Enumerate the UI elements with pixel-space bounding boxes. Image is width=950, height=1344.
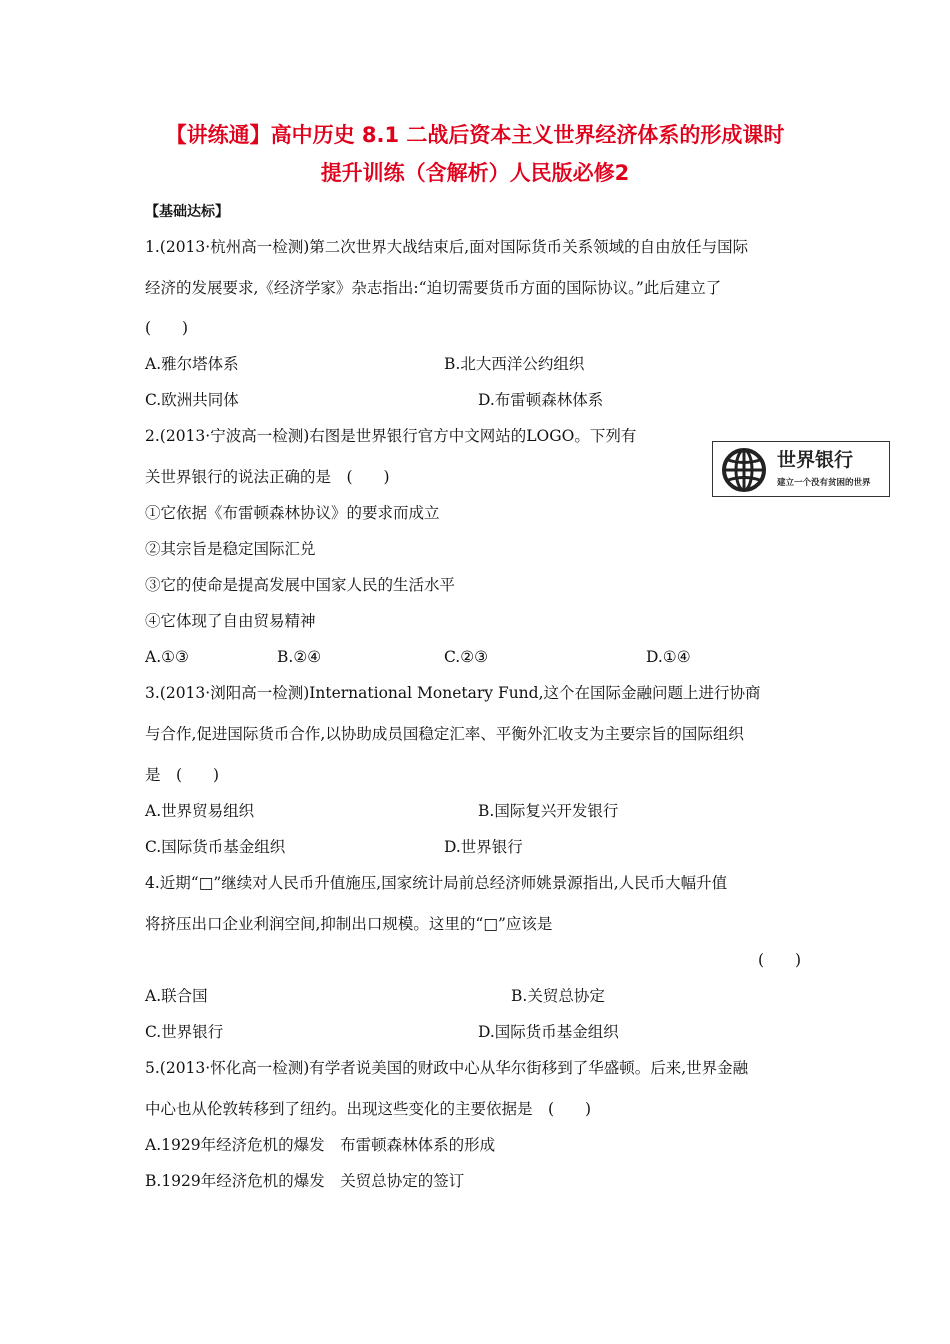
question-2-option-c: C.②③ [444, 648, 489, 666]
question-1-line-2: 经济的发展要求,《经济学家》杂志指出:“迫切需要货币方面的国际协议。”此后建立了 [145, 279, 722, 297]
globe-icon [719, 446, 769, 494]
question-1-option-a: A.雅尔塔体系 [145, 355, 239, 373]
question-2-statement-4: ④它体现了自由贸易精神 [145, 612, 316, 630]
question-5-option-b: B.1929年经济危机的爆发 关贸总协定的签订 [145, 1172, 465, 1190]
question-4-line-2: 将挤压出口企业利润空间,抑制出口规模。这里的“□”应该是 [145, 915, 553, 933]
question-4-option-b: B.关贸总协定 [511, 987, 605, 1005]
question-2-statement-1: ①它依据《布雷顿森林协议》的要求而成立 [145, 504, 440, 522]
question-1-line-1: 1.(2013·杭州高一检测)第二次世界大战结束后,面对国际货币关系领域的自由放任与国际 [145, 238, 749, 256]
question-4-line-1: 4.近期“□”继续对人民币升值施压,国家统计局前总经济师姚景源指出,人民币大幅升值 [145, 874, 728, 892]
question-2-line-2: 关世界银行的说法正确的是 ( ) [145, 468, 390, 486]
question-2-statement-3: ③它的使命是提高发展中国家人民的生活水平 [145, 576, 456, 594]
question-1-option-c: C.欧洲共同体 [145, 391, 239, 409]
question-3-option-d: D.世界银行 [444, 838, 523, 856]
question-2-line-1: 2.(2013·宁波高一检测)右图是世界银行官方中文网站的LOGO。下列有 [145, 427, 637, 445]
logo-tagline: 建立一个没有贫困的世界 [777, 478, 871, 488]
question-4-option-a: A.联合国 [145, 987, 208, 1005]
document-title-line-2: 提升训练（含解析）人民版必修2 [320, 161, 630, 185]
question-2-option-d: D.①④ [646, 648, 691, 666]
question-1-option-b: B.北大西洋公约组织 [444, 355, 585, 373]
question-2-option-a: A.①③ [145, 648, 189, 666]
question-3-option-a: A.世界贸易组织 [145, 802, 255, 820]
question-4-option-d: D.国际货币基金组织 [478, 1023, 619, 1041]
question-2-statement-2: ②其宗旨是稳定国际汇兑 [145, 540, 316, 558]
logo-name: 世界银行 [777, 449, 854, 471]
question-3-option-b: B.国际复兴开发银行 [478, 802, 619, 820]
section-heading: 【基础达标】 [145, 204, 229, 220]
question-2-option-b: B.②④ [277, 648, 322, 666]
question-4-answer-blank: ( ) [758, 951, 802, 969]
question-1-answer-blank: ( ) [145, 319, 189, 337]
question-4-option-c: C.世界银行 [145, 1023, 224, 1041]
question-3-line-3: 是 ( ) [145, 766, 220, 784]
question-5-line-2: 中心也从伦敦转移到了纽约。出现这些变化的主要依据是 ( ) [145, 1100, 592, 1118]
question-5-line-1: 5.(2013·怀化高一检测)有学者说美国的财政中心从华尔街移到了华盛顿。后来,世界金融 [145, 1059, 749, 1077]
question-3-option-c: C.国际货币基金组织 [145, 838, 286, 856]
document-title-line-1: 【讲练通】高中历史 8.1 二战后资本主义世界经济体系的形成课时 [165, 123, 785, 147]
question-3-line-1: 3.(2013·浏阳高一检测)International Monetary Fund,这个在国际金融问题上进行协商 [145, 684, 761, 702]
question-1-option-d: D.布雷顿森林体系 [478, 391, 604, 409]
world-bank-logo [712, 441, 890, 497]
question-5-option-a: A.1929年经济危机的爆发 布雷顿森林体系的形成 [145, 1136, 496, 1154]
question-3-line-2: 与合作,促进国际货币合作,以协助成员国稳定汇率、平衡外汇收支为主要宗旨的国际组织 [145, 725, 744, 743]
